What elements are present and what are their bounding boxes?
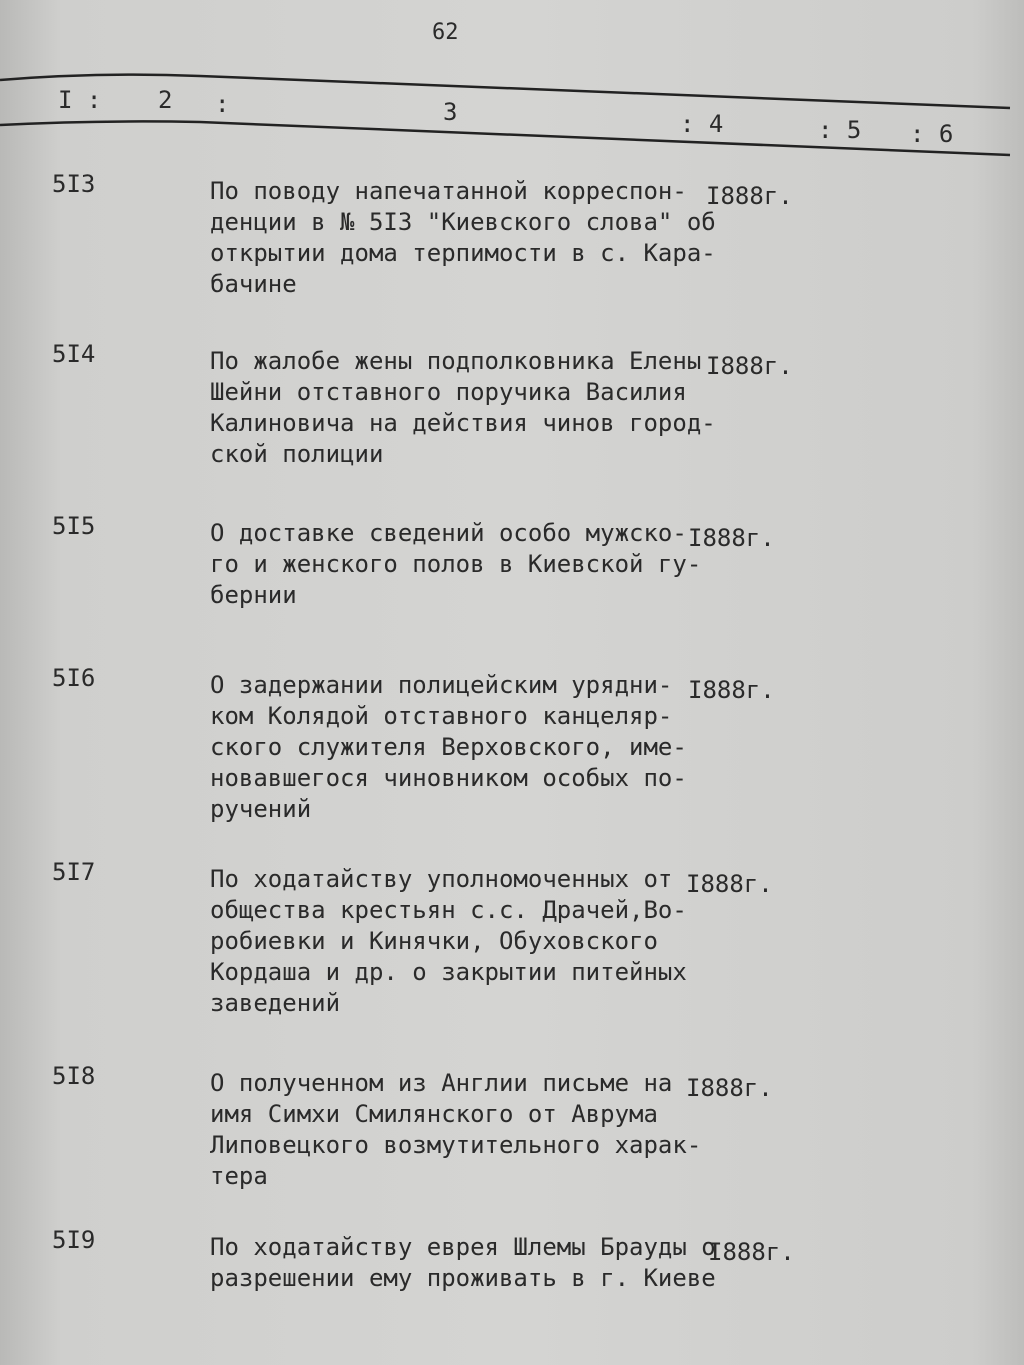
description-line: ского служителя Верховского, име- <box>210 733 687 761</box>
description-line: тера <box>210 1162 268 1190</box>
entry-number: 5I7 <box>52 858 96 886</box>
description-line: О задержании полицейским урядни- <box>210 671 673 699</box>
entry-number: 5I9 <box>52 1226 96 1254</box>
description-line: го и женского полов в Киевской гу- <box>210 550 702 578</box>
column-header-3: 3 <box>443 98 458 126</box>
description-line: Калиновича на действия чинов город- <box>210 409 716 437</box>
entry-number: 5I3 <box>52 170 96 198</box>
description-line: общества крестьян с.с. Драчей,Во- <box>210 896 687 924</box>
description-line: разрешении ему проживать в г. Киеве <box>210 1264 716 1292</box>
entry-description <box>210 1232 716 1294</box>
description-line: О полученном из Англии письме на <box>210 1069 673 1097</box>
column-header-6: : 6 <box>910 120 954 148</box>
description-line: О доставке сведений особо мужско- <box>210 519 687 547</box>
entry-description <box>210 1068 701 1192</box>
entry-number: 5I8 <box>52 1062 96 1090</box>
entry-number: 5I6 <box>52 664 96 692</box>
entry-number: 5I4 <box>52 340 96 368</box>
description-line: имя Симхи Смилянского от Аврума <box>210 1100 658 1128</box>
column-header-5: : 5 <box>818 116 862 144</box>
description-line: денции в № 5I3 "Киевского слова" об <box>210 208 716 236</box>
description-line: Шейни отставного поручика Василия <box>210 378 687 406</box>
entry-year: I888г. <box>708 1238 795 1266</box>
description-line: бачине <box>210 270 297 298</box>
entry-description <box>210 346 716 470</box>
description-line: ской полиции <box>210 440 384 468</box>
entry-description <box>210 518 701 611</box>
description-line: Кордаша и др. о закрытии питейных <box>210 958 687 986</box>
entry-year: I888г. <box>706 182 793 210</box>
entry-year: I888г. <box>688 524 775 552</box>
entry-number: 5I5 <box>52 512 96 540</box>
entry-year: I888г. <box>706 352 793 380</box>
entry-year: I888г. <box>688 676 775 704</box>
description-line: бернии <box>210 581 297 609</box>
column-header-1: I : <box>58 86 102 114</box>
description-line: По ходатайству еврея Шлемы Брауды о <box>210 1233 716 1261</box>
header-top-rule <box>0 75 1010 108</box>
description-line: ком Колядой отставного канцеляр- <box>210 702 673 730</box>
column-header-2: 2 <box>158 86 173 114</box>
description-line: робиевки и Кинячки, Обуховского <box>210 927 658 955</box>
description-line: ручений <box>210 795 312 823</box>
column-separator: : <box>215 90 230 118</box>
entry-year: I888г. <box>686 1074 773 1102</box>
entry-description <box>210 864 687 1019</box>
description-line: По ходатайству уполномоченных от <box>210 865 673 893</box>
entry-description <box>210 176 716 300</box>
entry-description <box>210 670 687 825</box>
column-header-4: : 4 <box>680 110 724 138</box>
description-line: открытии дома терпимости в с. Кара- <box>210 239 716 267</box>
page-number: 62 <box>432 20 459 45</box>
description-line: заведений <box>210 989 341 1017</box>
description-line: Липовецкого возмутительного харак- <box>210 1131 702 1159</box>
description-line: новавшегося чиновником особых по- <box>210 764 687 792</box>
description-line: По поводу напечатанной корреспон- <box>210 177 687 205</box>
description-line: По жалобе жены подполковника Елены <box>210 347 702 375</box>
entry-year: I888г. <box>686 870 773 898</box>
